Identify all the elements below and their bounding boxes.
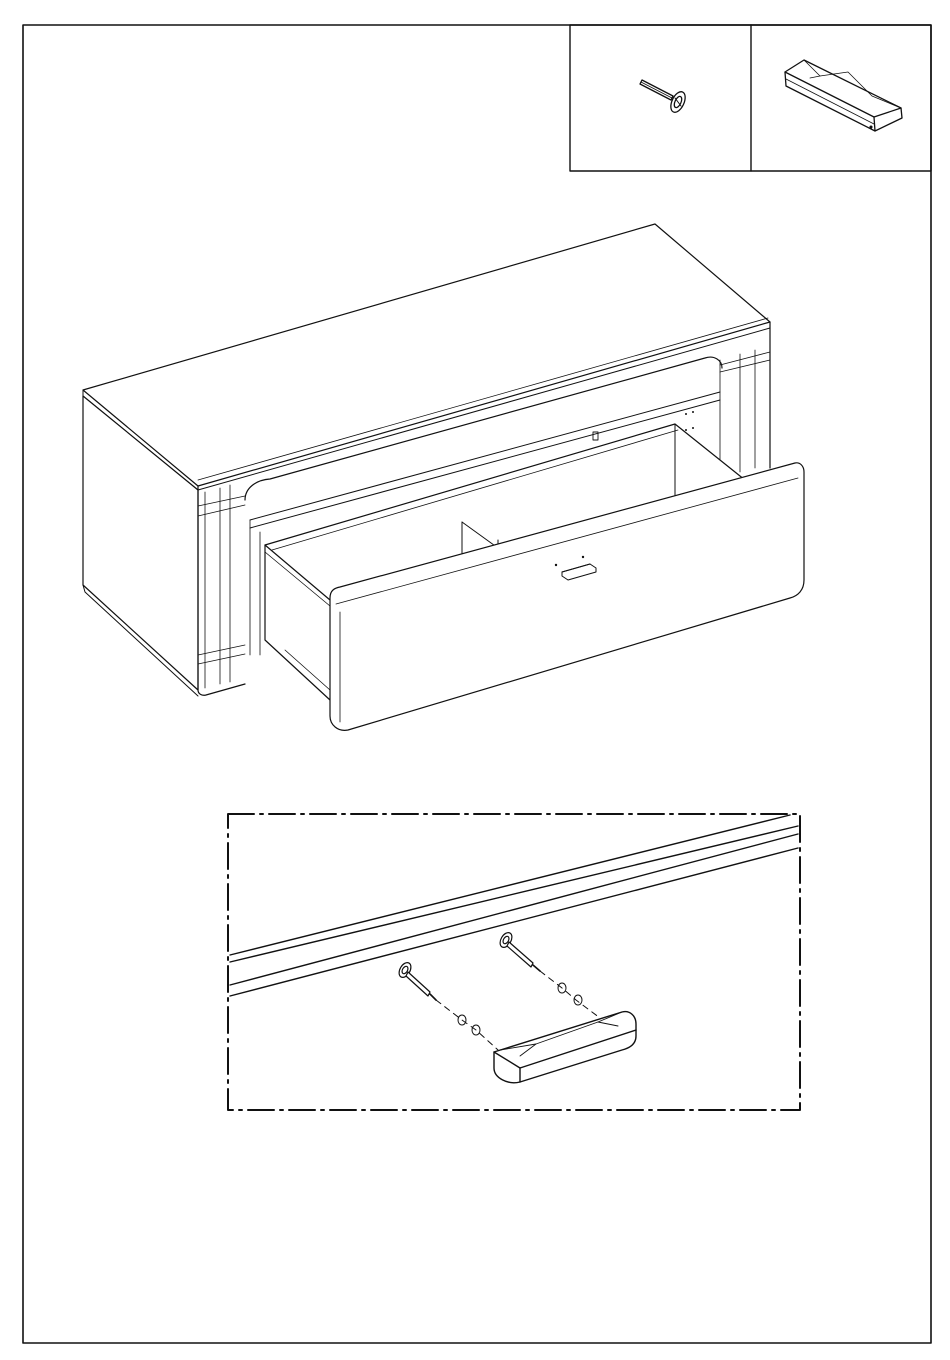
detail-view bbox=[228, 814, 800, 1110]
screw-right-icon bbox=[498, 931, 540, 971]
screw-icon bbox=[640, 80, 688, 115]
screw-left-icon bbox=[397, 961, 436, 1000]
handle-icon bbox=[785, 60, 902, 131]
hole-markers bbox=[458, 983, 582, 1035]
detail-handle-icon bbox=[494, 1012, 636, 1083]
drawer-open bbox=[265, 424, 804, 730]
drawer-edge-lines bbox=[230, 815, 798, 996]
parts-panel bbox=[570, 25, 931, 171]
